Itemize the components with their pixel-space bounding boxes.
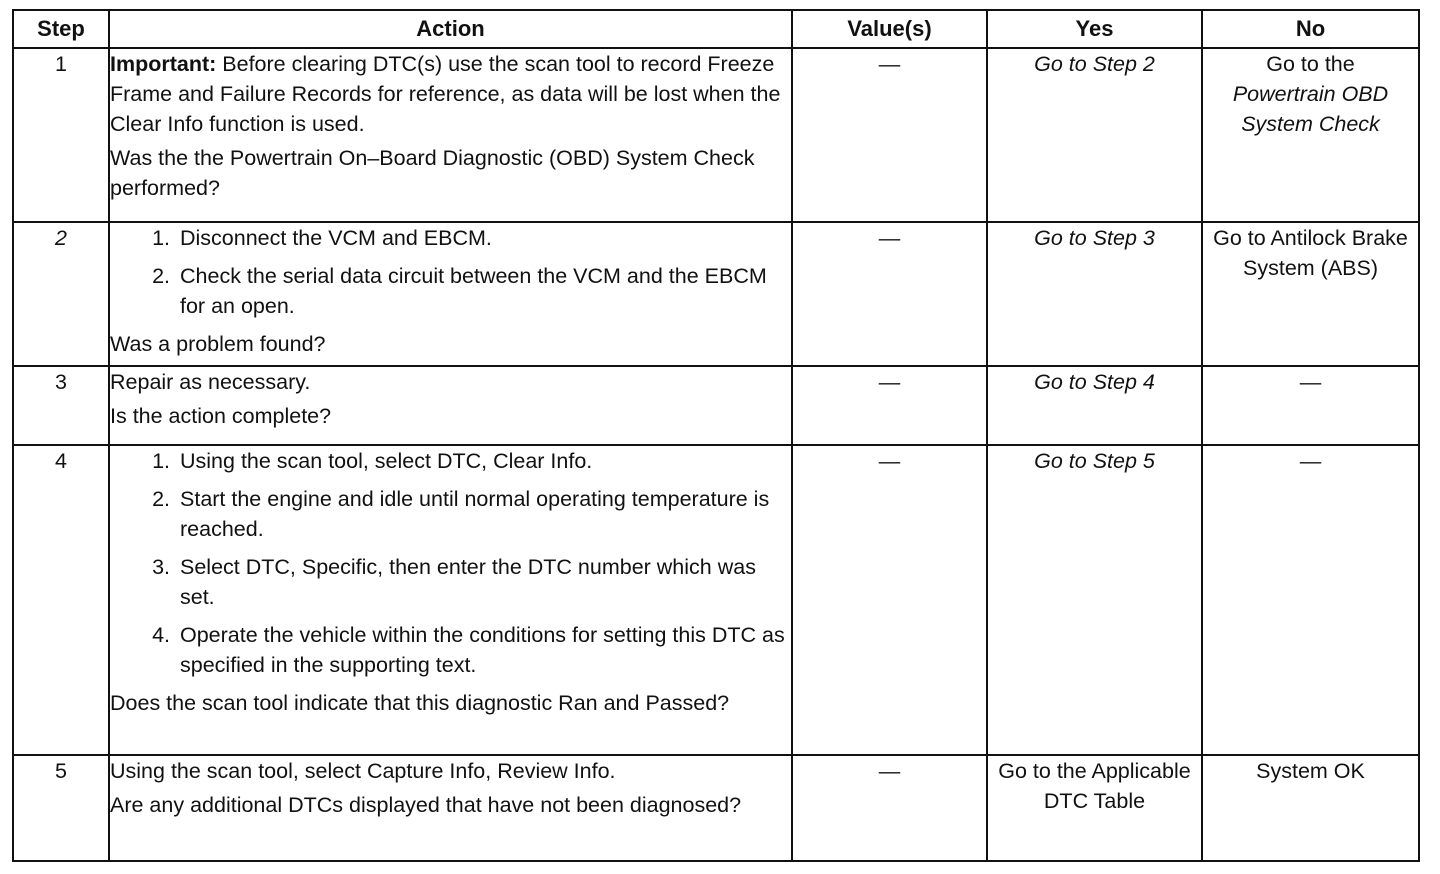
important-note bbox=[110, 49, 791, 139]
action-list-item: 1. Using the scan tool, select DTC, Clear Info. bbox=[176, 446, 791, 476]
no-cell bbox=[1202, 755, 1419, 861]
no-text: — bbox=[1299, 449, 1322, 473]
no-text bbox=[1203, 49, 1418, 141]
action-list-item: 4. Operate the vehicle within the conditions for setting this DTC as specified in the supporting text. bbox=[176, 620, 791, 680]
yes-cell bbox=[987, 445, 1202, 755]
no-text: — bbox=[1299, 370, 1322, 394]
no-cell bbox=[1202, 222, 1419, 366]
step-number: 5 bbox=[13, 755, 109, 861]
action-list-item: 1. Disconnect the VCM and EBCM. bbox=[176, 223, 791, 253]
step-question: Was the the Powertrain On–Board Diagnostic (OBD) System Check performed? bbox=[110, 146, 755, 200]
header-yes: Yes bbox=[987, 10, 1202, 48]
action-cell bbox=[109, 222, 792, 366]
yes-cell bbox=[987, 222, 1202, 366]
yes-text: Go to Step 2 bbox=[1034, 52, 1155, 76]
action-text: Repair as necessary. bbox=[110, 370, 311, 394]
action-list bbox=[110, 223, 791, 321]
no-text: System OK bbox=[1256, 759, 1365, 783]
no-text-line: Go to the bbox=[1266, 52, 1355, 76]
step-question: Are any additional DTCs displayed that have not been diagnosed? bbox=[110, 793, 742, 817]
table-row-step-4 bbox=[13, 445, 1419, 755]
action-list bbox=[110, 446, 791, 680]
step-question: Is the action complete? bbox=[110, 404, 332, 428]
value-cell: — bbox=[792, 755, 987, 861]
no-cell bbox=[1202, 366, 1419, 445]
action-cell bbox=[109, 445, 792, 755]
step-question: Was a problem found? bbox=[110, 332, 326, 356]
action-cell bbox=[109, 755, 792, 861]
action-list-item: 2. Start the engine and idle until normal operating temperature is reached. bbox=[176, 484, 791, 544]
header-no: No bbox=[1202, 10, 1419, 48]
header-row bbox=[13, 10, 1419, 48]
action-list-item: 3. Select DTC, Specific, then enter the DTC number which was set. bbox=[176, 552, 791, 612]
no-cell bbox=[1202, 445, 1419, 755]
action-list-item: 2. Check the serial data circuit between the VCM and the EBCM for an open. bbox=[176, 261, 791, 321]
no-reference: Powertrain OBD System Check bbox=[1232, 82, 1389, 136]
header-action: Action bbox=[109, 10, 792, 48]
action-text: Using the scan tool, select Capture Info, Review Info. bbox=[110, 759, 616, 783]
important-text: Before clearing DTC(s) use the scan tool to record Freeze Frame and Failure Records for reference, as data will be lost when the Clear Info function is used. bbox=[110, 52, 781, 136]
step-question: Does the scan tool indicate that this diagnostic Ran and Passed? bbox=[110, 691, 730, 715]
yes-text: Go to Step 4 bbox=[1034, 370, 1155, 394]
value-cell: — bbox=[792, 222, 987, 366]
yes-cell bbox=[987, 366, 1202, 445]
header-values: Value(s) bbox=[792, 10, 987, 48]
yes-cell bbox=[987, 755, 1202, 861]
yes-text: Go to the Applicable DTC Table bbox=[998, 759, 1191, 813]
value-cell: — bbox=[792, 48, 987, 222]
table-row-step-5 bbox=[13, 755, 1419, 861]
step-number: 1 bbox=[13, 48, 109, 222]
diagnostic-table bbox=[12, 9, 1420, 862]
step-number: 2 bbox=[13, 222, 109, 366]
no-cell bbox=[1202, 48, 1419, 222]
step-number: 4 bbox=[13, 445, 109, 755]
step-number: 3 bbox=[13, 366, 109, 445]
header-step: Step bbox=[13, 10, 109, 48]
action-cell bbox=[109, 366, 792, 445]
no-text: Go to Antilock Brake System (ABS) bbox=[1213, 226, 1408, 280]
table-row-step-2 bbox=[13, 222, 1419, 366]
value-cell: — bbox=[792, 366, 987, 445]
important-label: Important: bbox=[110, 52, 217, 76]
table-row-step-1 bbox=[13, 48, 1419, 222]
value-cell: — bbox=[792, 445, 987, 755]
yes-text: Go to Step 5 bbox=[1034, 449, 1155, 473]
action-cell bbox=[109, 48, 792, 222]
yes-cell bbox=[987, 48, 1202, 222]
table-row-step-3 bbox=[13, 366, 1419, 445]
yes-text: Go to Step 3 bbox=[1034, 226, 1155, 250]
